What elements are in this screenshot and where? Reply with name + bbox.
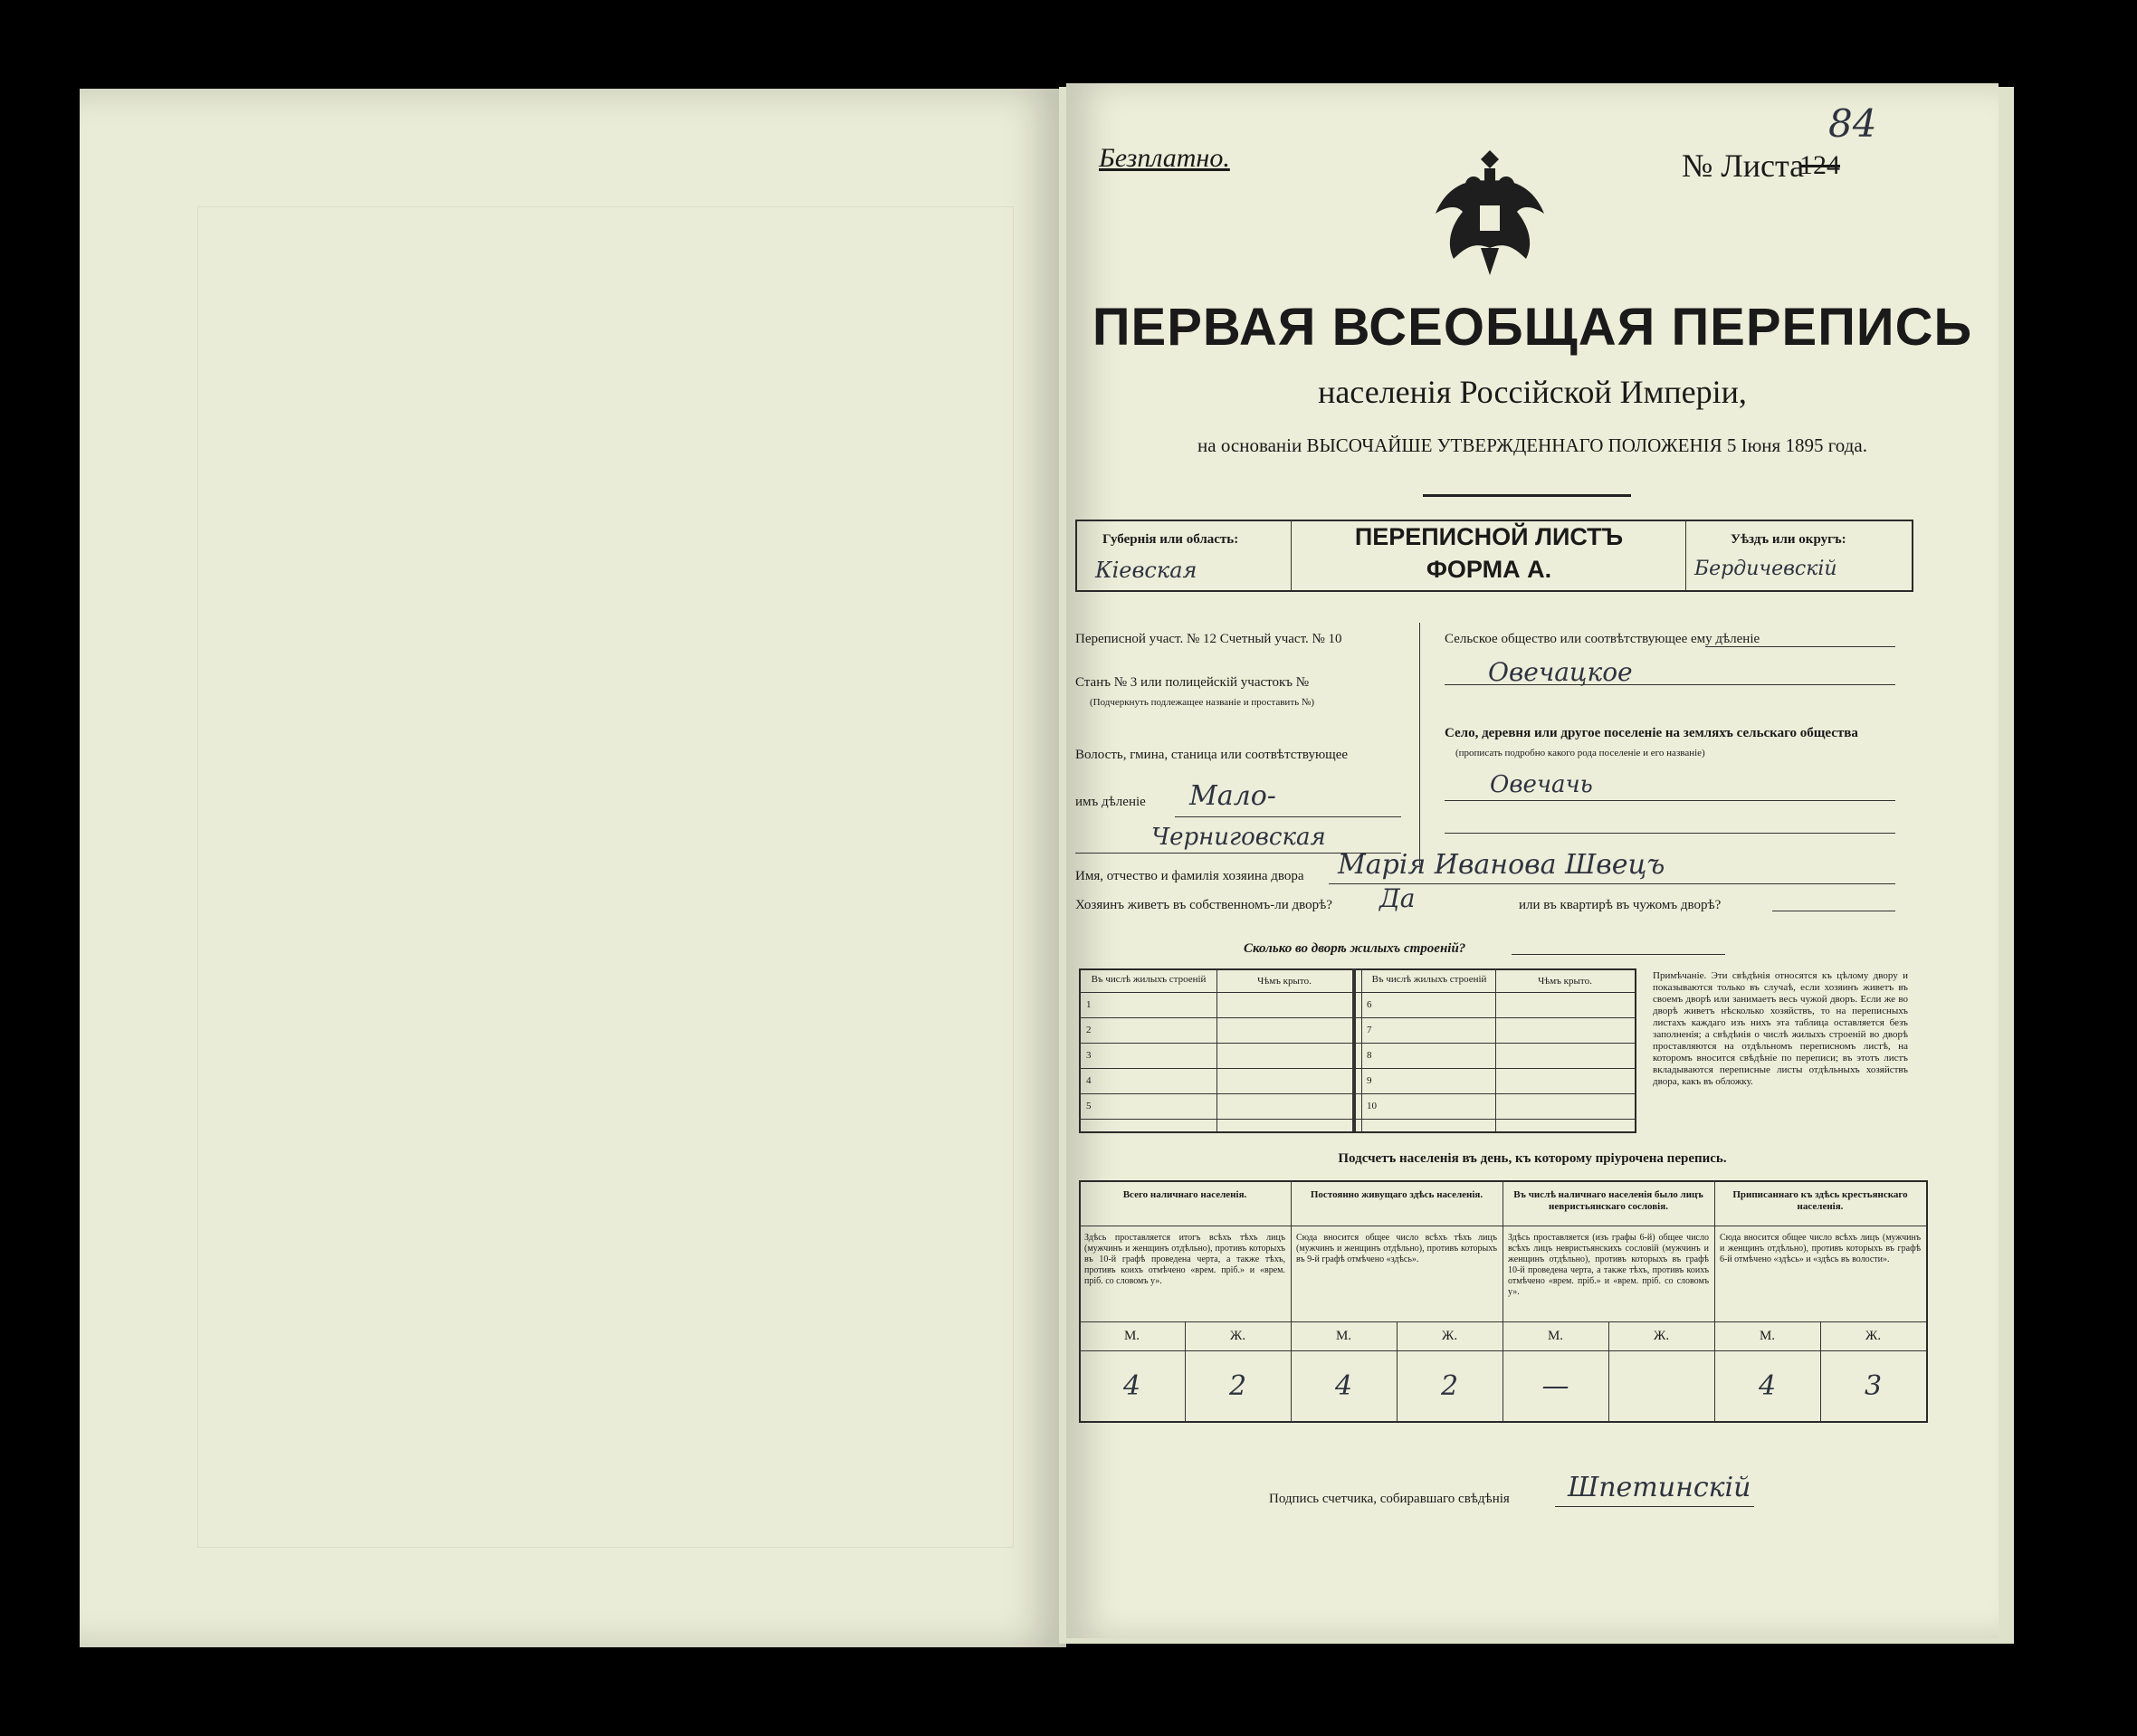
ornament-divider bbox=[1423, 494, 1631, 497]
form-variant: ФОРМА А. bbox=[1426, 556, 1552, 583]
volost-value-1: Мало- bbox=[1189, 780, 1276, 812]
tally-female-label: Ж. bbox=[1653, 1329, 1670, 1343]
buildings-col1-header: Въ числѣ жилыхъ строеній bbox=[1091, 974, 1207, 985]
form-subtitle: населенія Россійской Имперіи, bbox=[1318, 374, 1747, 410]
building-row-number: 8 bbox=[1367, 1050, 1372, 1061]
tally-column-description: Сюда вносится общее число всѣхъ тѣхъ лицъ (мужчинъ и женщинъ отдѣльно), противъ которыхъ въ 9-й графѣ отмѣчено «здѣсь». bbox=[1296, 1233, 1497, 1264]
signature-label: Подпись счетчика, собиравшаго свѣдѣнія bbox=[1269, 1492, 1510, 1506]
district-value: Бердичевскій bbox=[1694, 558, 1837, 580]
tally-male-label: М. bbox=[1547, 1329, 1564, 1343]
building-row-number: 2 bbox=[1086, 1025, 1092, 1035]
signature-value: Шпетинскій bbox=[1568, 1472, 1751, 1503]
tally-column-description: Сюда вносится общее число всѣхъ лицъ (мужчинъ и женщинъ отдѣльно), противъ которыхъ въ графѣ 6-й отмѣчено «здѣсь» и «здѣсь въ волости». bbox=[1720, 1233, 1921, 1264]
sheet-number-printed: 124 bbox=[1799, 150, 1840, 180]
tally-heading: Подсчетъ населенія въ день, къ которому пріурочена перепись. bbox=[1338, 1151, 1727, 1166]
free-label: Безплатно. bbox=[1099, 143, 1230, 173]
volost-label-2: имъ дѣленіе bbox=[1075, 795, 1146, 809]
tally-female-count: 2 bbox=[1228, 1370, 1247, 1402]
village-note: (прописать подробно какого рода поселеніе и его названіе) bbox=[1455, 748, 1705, 758]
tally-male-label: М. bbox=[1123, 1329, 1140, 1343]
tally-male-count: 4 bbox=[1758, 1370, 1777, 1402]
left-page bbox=[80, 89, 1066, 1647]
building-row-number: 1 bbox=[1086, 999, 1092, 1010]
tally-female-label: Ж. bbox=[1441, 1329, 1458, 1343]
own-yard-label: Хозяинъ живетъ въ собственномъ-ли дворѣ? bbox=[1075, 898, 1332, 912]
buildings-label: Сколько во дворѣ жилыхъ строеній? bbox=[1244, 941, 1466, 956]
tally-female-count: 3 bbox=[1864, 1370, 1883, 1402]
society-value: Овечацкое bbox=[1488, 657, 1633, 687]
tally-column-title: Приписаннаго къ здѣсь крестьянскаго населенія. bbox=[1732, 1189, 1908, 1212]
tally-male-count: 4 bbox=[1122, 1370, 1141, 1402]
tally-female-count: 2 bbox=[1440, 1370, 1459, 1402]
tally-male-label: М. bbox=[1335, 1329, 1352, 1343]
building-row-number: 7 bbox=[1367, 1025, 1372, 1035]
coat-of-arms-emblem bbox=[1417, 141, 1562, 286]
province-value: Кіевская bbox=[1095, 558, 1197, 583]
owner-value: Марія Иванова Швецъ bbox=[1338, 849, 1665, 881]
building-row-number: 4 bbox=[1086, 1075, 1092, 1086]
building-row-number: 6 bbox=[1367, 999, 1372, 1010]
building-row-number: 5 bbox=[1086, 1101, 1092, 1111]
society-label: Сельское общество или соотвѣтствующее ему дѣленіе bbox=[1445, 632, 1760, 646]
province-label: Губернія или область: bbox=[1102, 532, 1239, 547]
own-yard-value: Да bbox=[1379, 883, 1416, 913]
rent-label: или въ квартирѣ въ чужомъ дворѣ? bbox=[1519, 898, 1722, 912]
village-label: Село, деревня или другое поселеніе на земляхъ сельскаго общества bbox=[1445, 726, 1858, 740]
buildings-note: Примѣчаніе. Эти свѣдѣнія относятся къ цѣлому двору и показываются только въ случаѣ, если хозяинъ живетъ въ своемъ дворѣ или занимаетъ весь чужой дворъ. Если же во дворѣ живетъ нѣсколько хозяйствъ, то на переписныхъ листахъ каждаго изъ нихъ эта таблица оставляется безъ заполненія; а свѣдѣнія о числѣ жилыхъ строеній во дворѣ проставляются на отдѣльномъ переписномъ листѣ, на которомъ вносится свѣдѣніе по переписи; въ этотъ листъ вкладываются переписные листы отдѣльныхъ хозяйствъ двора, какъ въ обложку. bbox=[1653, 970, 1908, 1087]
volost-value-2: Черниговская bbox=[1151, 824, 1326, 851]
tally-column-title: Всего наличнаго населенія. bbox=[1122, 1189, 1247, 1200]
tally-column-title: Въ числѣ наличнаго населенія было лицъ невристьянскаго сословія. bbox=[1513, 1189, 1703, 1212]
stan-field: Станъ № 3 или полицейскій участокъ № bbox=[1075, 675, 1310, 690]
building-row-number: 9 bbox=[1367, 1075, 1372, 1086]
form-main-title: ПЕРВАЯ ВСЕОБЩАЯ ПЕРЕПИСЬ bbox=[1092, 298, 1973, 357]
census-form-page bbox=[1066, 83, 1999, 1638]
tally-male-count: 4 bbox=[1334, 1370, 1353, 1402]
census-section-field: Переписной участ. № 12 Счетный участ. № 10 bbox=[1075, 632, 1342, 646]
sheet-number-label: № Листа bbox=[1682, 148, 1805, 184]
tally-female-label: Ж. bbox=[1865, 1329, 1882, 1343]
form-title: ПЕРЕПИСНОЙ ЛИСТЪ bbox=[1354, 523, 1624, 550]
tally-column-title: Постоянно живущаго здѣсь населенія. bbox=[1310, 1189, 1483, 1200]
tally-male-label: М. bbox=[1759, 1329, 1776, 1343]
district-label: Уѣздъ или округъ: bbox=[1731, 532, 1846, 547]
owner-label: Имя, отчество и фамилія хозяина двора bbox=[1075, 869, 1304, 883]
buildings-col3-header: Въ числѣ жилыхъ строеній bbox=[1371, 974, 1487, 985]
regulation-line: на основаніи ВЫСОЧАЙШЕ УТВЕРЖДЕННАГО ПОЛОЖЕНІЯ 5 Іюня 1895 года. bbox=[1197, 434, 1867, 456]
buildings-col4-header: Чѣмъ крыто. bbox=[1538, 976, 1592, 987]
tally-female-label: Ж. bbox=[1229, 1329, 1246, 1343]
tally-male-count: — bbox=[1541, 1370, 1569, 1402]
building-row-number: 10 bbox=[1367, 1101, 1377, 1111]
village-value: Овечачь bbox=[1490, 771, 1593, 798]
volost-label: Волость, гмина, станица или соотвѣтствующее bbox=[1075, 748, 1349, 762]
sheet-number-handwritten: 84 bbox=[1828, 101, 1877, 146]
tally-column-description: Здѣсь проставляется (изъ графы 6-й) общее число всѣхъ лицъ невристьянскихъ сословій (мужчинъ и женщинъ отдѣльно), противъ которыхъ въ графѣ 10-й проведена черта, а также тѣхъ, противъ коихъ отмѣчено «врем. пріб.» и «врем. пріб. со словомъ у». bbox=[1508, 1233, 1709, 1297]
tally-column-description: Здѣсь проставляется итогъ всѣхъ тѣхъ лицъ (мужчинъ и женщинъ отдѣльно), противъ которыхъ въ 10-й графѣ проведена черта, а также тѣхъ, противъ коихъ отмѣчено «врем. пріб.» и «врем. пріб. со словомъ у». bbox=[1084, 1233, 1285, 1286]
buildings-table bbox=[1079, 968, 1636, 1133]
building-row-number: 3 bbox=[1086, 1050, 1092, 1061]
stan-note: (Подчеркнуть подлежащее названіе и проставить №) bbox=[1090, 697, 1315, 708]
buildings-col2-header: Чѣмъ крыто. bbox=[1257, 976, 1312, 987]
